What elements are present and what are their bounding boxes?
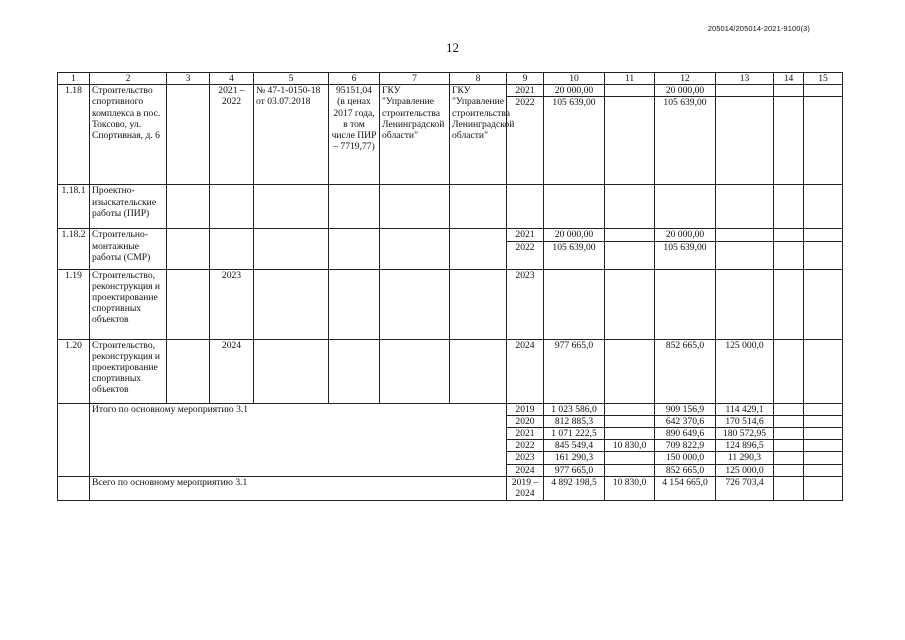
- row-year: 2022: [507, 97, 544, 185]
- col-num-14: 14: [774, 73, 804, 85]
- subtotal-c14: [774, 415, 804, 427]
- subtotal-year: 2024: [507, 464, 544, 476]
- row-cell-5: [254, 229, 329, 269]
- subtotal-c13: 180 572,95: [716, 428, 774, 440]
- row-c13: [716, 97, 774, 185]
- row-c12: 20 000,00: [655, 229, 716, 241]
- row-name: Строительно-монтажные работы (СМР): [90, 229, 167, 269]
- row-c14: [774, 85, 804, 97]
- col-num-4: 4: [210, 73, 254, 85]
- row-cell-6: [329, 269, 380, 339]
- subtotal-c12: 909 156,9: [655, 403, 716, 415]
- table-row: [58, 229, 843, 241]
- row-total: 20 000,00: [544, 85, 605, 97]
- grand-total-row: [58, 476, 843, 500]
- row-c13: 125 000,0: [716, 339, 774, 403]
- row-cell-3: [167, 339, 210, 403]
- subtotal-total: 812 885,3: [544, 415, 605, 427]
- subtotal-c12: 150 000,0: [655, 452, 716, 464]
- row-cell-11: [605, 185, 655, 229]
- row-id: 1.18: [58, 85, 90, 185]
- col-num-8: 8: [450, 73, 507, 85]
- row-period: 2023: [210, 269, 254, 339]
- row-cell-9: [507, 185, 544, 229]
- row-total: 105 639,00: [544, 241, 605, 269]
- page-number: 12: [446, 40, 459, 55]
- row-cell-4: [210, 229, 254, 269]
- row-cell-15: [804, 339, 843, 403]
- row-year: 2021: [507, 229, 544, 241]
- grand-total-year: 2019 – 2024: [507, 476, 544, 500]
- row-cell-5: [254, 185, 329, 229]
- col-num-13: 13: [716, 73, 774, 85]
- subtotal-c12: 642 370,6: [655, 415, 716, 427]
- subtotal-c14: [774, 440, 804, 452]
- row-cell-15: [804, 269, 843, 339]
- table-row: [58, 85, 843, 97]
- row-cost: 95151,04 (в ценах 2017 года, в том числе ПИР – 7719,77): [329, 85, 380, 185]
- row-cell-12: [655, 185, 716, 229]
- subtotal-c11: [605, 428, 655, 440]
- row-c12: 852 665,0: [655, 339, 716, 403]
- row-cell-14: [774, 339, 804, 403]
- subtotal-c12: 852 665,0: [655, 464, 716, 476]
- subtotal-c14: [774, 428, 804, 440]
- row-c14: [774, 241, 804, 269]
- row-c15: [804, 97, 843, 185]
- row-cell-7: [380, 269, 450, 339]
- row-document: № 47-1-0150-18 от 03.07.2018: [254, 85, 329, 185]
- row-id: 1.18.2: [58, 229, 90, 269]
- row-developer: ГКУ "Управление строительства Ленинградской области": [450, 85, 507, 185]
- program-table: [57, 72, 843, 501]
- row-cell-3: [167, 85, 210, 185]
- subtotal-year: 2022: [507, 440, 544, 452]
- row-name: Строительство, реконструкция и проектирование спортивных объектов: [90, 269, 167, 339]
- subtotal-c13: 125 000,0: [716, 464, 774, 476]
- subtotal-c15: [804, 428, 843, 440]
- row-cell-3: [167, 229, 210, 269]
- subtotal-label: Итого по основному мероприятию 3.1: [90, 403, 507, 476]
- row-customer: ГКУ "Управление строительства Ленинградской области": [380, 85, 450, 185]
- grand-total-c14: [774, 476, 804, 500]
- row-cell-15: [804, 185, 843, 229]
- row-year: 2024: [507, 339, 544, 403]
- col-num-10: 10: [544, 73, 605, 85]
- grand-total-c13: 726 703,4: [716, 476, 774, 500]
- grand-total-id-cell: [58, 476, 90, 500]
- row-c14: [774, 97, 804, 185]
- subtotal-c15: [804, 440, 843, 452]
- row-cell-13: [716, 185, 774, 229]
- row-c15: [804, 241, 843, 269]
- row-total: 977 665,0: [544, 339, 605, 403]
- column-number-row: [58, 73, 843, 85]
- row-cell-6: [329, 229, 380, 269]
- subtotal-c15: [804, 403, 843, 415]
- row-cell-8: [450, 185, 507, 229]
- subtotal-c15: [804, 464, 843, 476]
- subtotal-c11: [605, 452, 655, 464]
- row-id: 1.18.1: [58, 185, 90, 229]
- row-cell-5: [254, 269, 329, 339]
- row-c12: 105 639,00: [655, 97, 716, 185]
- row-c11: [605, 241, 655, 269]
- subtotal-year: 2020: [507, 415, 544, 427]
- grand-total-c11: 10 830,0: [605, 476, 655, 500]
- col-num-11: 11: [605, 73, 655, 85]
- col-num-9: 9: [507, 73, 544, 85]
- row-cell-8: [450, 269, 507, 339]
- grand-total-total: 4 892 198,5: [544, 476, 605, 500]
- table-row: [58, 269, 843, 339]
- grand-total-c15: [804, 476, 843, 500]
- row-c15: [804, 85, 843, 97]
- subtotal-c11: [605, 464, 655, 476]
- subtotal-id-cell: [58, 403, 90, 476]
- subtotal-total: 1 071 222,5: [544, 428, 605, 440]
- row-year: 2021: [507, 85, 544, 97]
- row-period: 2021 – 2022: [210, 85, 254, 185]
- col-num-2: 2: [90, 73, 167, 85]
- row-year: 2023: [507, 269, 544, 339]
- row-id: 1.20: [58, 339, 90, 403]
- col-num-3: 3: [167, 73, 210, 85]
- subtotal-c14: [774, 452, 804, 464]
- subtotal-total: 161 290,3: [544, 452, 605, 464]
- row-cell-3: [167, 185, 210, 229]
- row-c12: 105 639,00: [655, 241, 716, 269]
- subtotal-total: 845 549,4: [544, 440, 605, 452]
- subtotal-year: 2019: [507, 403, 544, 415]
- subtotal-c11: 10 830,0: [605, 440, 655, 452]
- row-cell-7: [380, 229, 450, 269]
- col-num-5: 5: [254, 73, 329, 85]
- subtotal-c15: [804, 415, 843, 427]
- table-row: [58, 339, 843, 403]
- subtotal-c15: [804, 452, 843, 464]
- subtotal-c13: 170 514,6: [716, 415, 774, 427]
- row-cell-11: [605, 339, 655, 403]
- grand-total-c12: 4 154 665,0: [655, 476, 716, 500]
- row-name: Проектно-изыскательские работы (ПИР): [90, 185, 167, 229]
- row-cell-4: [210, 185, 254, 229]
- subtotal-c12: 890 649,6: [655, 428, 716, 440]
- col-num-12: 12: [655, 73, 716, 85]
- subtotal-year: 2021: [507, 428, 544, 440]
- subtotal-c11: [605, 403, 655, 415]
- row-c14: [774, 229, 804, 241]
- row-cell-10: [544, 269, 605, 339]
- table-row: [58, 185, 843, 229]
- row-name: Строительство, реконструкция и проектирование спортивных объектов: [90, 339, 167, 403]
- col-num-1: 1: [58, 73, 90, 85]
- grand-total-label: Всего по основному мероприятию 3.1: [90, 476, 507, 500]
- row-cell-13: [716, 269, 774, 339]
- row-cell-6: [329, 185, 380, 229]
- subtotal-c12: 709 822,9: [655, 440, 716, 452]
- row-name: Строительство спортивного комплекса в пос. Токсово, ул. Спортивная, д. 6: [90, 85, 167, 185]
- row-cell-7: [380, 185, 450, 229]
- subtotal-c14: [774, 464, 804, 476]
- subtotal-total: 977 665,0: [544, 464, 605, 476]
- row-cell-11: [605, 269, 655, 339]
- subtotal-c14: [774, 403, 804, 415]
- row-total: 20 000,00: [544, 229, 605, 241]
- row-cell-7: [380, 339, 450, 403]
- row-cell-8: [450, 229, 507, 269]
- row-period: 2024: [210, 339, 254, 403]
- subtotal-c11: [605, 415, 655, 427]
- row-cell-14: [774, 185, 804, 229]
- subtotal-c13: 11 290,3: [716, 452, 774, 464]
- subtotal-year: 2023: [507, 452, 544, 464]
- row-total: 105 639,00: [544, 97, 605, 185]
- row-cell-3: [167, 269, 210, 339]
- row-cell-12: [655, 269, 716, 339]
- row-cell-10: [544, 185, 605, 229]
- subtotal-row: [58, 403, 843, 415]
- row-c13: [716, 241, 774, 269]
- row-cell-14: [774, 269, 804, 339]
- row-c13: [716, 85, 774, 97]
- row-c11: [605, 97, 655, 185]
- subtotal-total: 1 023 586,0: [544, 403, 605, 415]
- col-num-6: 6: [329, 73, 380, 85]
- document-code: 205014/205014-2021-9100(3): [707, 24, 810, 33]
- row-c15: [804, 229, 843, 241]
- col-num-7: 7: [380, 73, 450, 85]
- row-cell-8: [450, 339, 507, 403]
- row-cell-5: [254, 339, 329, 403]
- row-c11: [605, 85, 655, 97]
- subtotal-c13: 124 896,5: [716, 440, 774, 452]
- subtotal-c13: 114 429,1: [716, 403, 774, 415]
- col-num-15: 15: [804, 73, 843, 85]
- row-c12: 20 000,00: [655, 85, 716, 97]
- row-year: 2022: [507, 241, 544, 269]
- row-c11: [605, 229, 655, 241]
- row-id: 1.19: [58, 269, 90, 339]
- row-cell-6: [329, 339, 380, 403]
- row-c13: [716, 229, 774, 241]
